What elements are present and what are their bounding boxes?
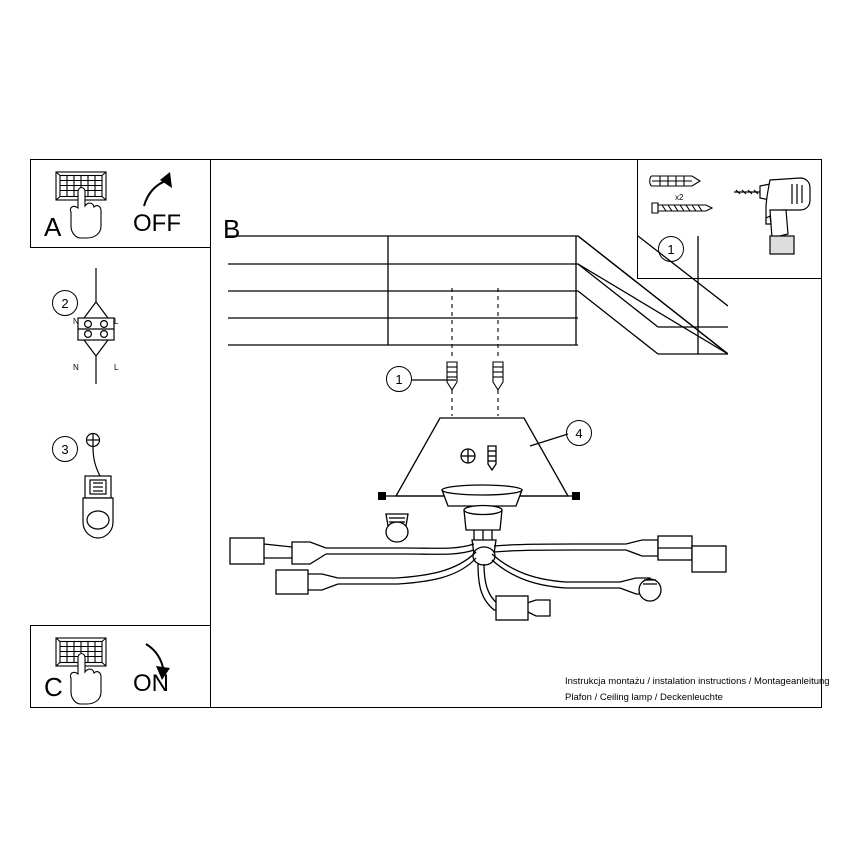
dowel-quantity-label: x2 — [675, 193, 684, 202]
frame-main-top — [210, 159, 822, 160]
frame-panel-c-top — [30, 625, 211, 626]
footer-text-line2: Plafon / Ceiling lamp / Deckenleuchte — [565, 692, 723, 703]
mounting-screws-graphic — [430, 288, 530, 418]
step-1-center-marker: 1 — [386, 366, 412, 392]
drill-icon — [726, 170, 816, 262]
frame-panel-a-top — [30, 159, 211, 160]
panel-a-state-label: OFF — [133, 210, 181, 237]
frame-main-bottom — [30, 707, 822, 708]
terminal-label-l-top: L — [114, 317, 119, 326]
step-1-leader-line — [410, 368, 470, 388]
terminal-label-l-bottom: L — [114, 363, 119, 372]
screw-icon — [648, 200, 718, 216]
step-4-leader-line — [528, 428, 572, 452]
frame-panel-a-bottom — [30, 247, 211, 248]
panel-c-switch-graphic — [44, 634, 204, 706]
terminal-label-n-top: N — [73, 317, 79, 326]
wall-plug-icon — [648, 168, 710, 194]
panel-a-letter: A — [44, 212, 62, 242]
step-3-ground-graphic — [70, 428, 140, 548]
panel-b-letter: B — [223, 214, 241, 244]
frame-panel-a-left — [30, 159, 31, 248]
step-2-terminal-graphic — [70, 266, 140, 386]
lamp-body-graphic — [206, 500, 746, 630]
frame-main-right — [821, 159, 822, 708]
step-4-marker: 4 — [566, 420, 592, 446]
step-2-marker: 2 — [52, 290, 78, 316]
socket-detail-graphic — [376, 506, 420, 550]
step-3-marker: 3 — [52, 436, 78, 462]
step-1-hardware-marker: 1 — [658, 236, 684, 262]
terminal-label-n-bottom: N — [73, 363, 79, 372]
frame-panel-c-left — [30, 625, 31, 708]
footer-text-line1: Instrukcja montażu / instalation instructions / Montageanleitung — [565, 676, 830, 687]
panel-c-letter: C — [44, 672, 63, 702]
panel-c-state-label: ON — [133, 670, 169, 697]
